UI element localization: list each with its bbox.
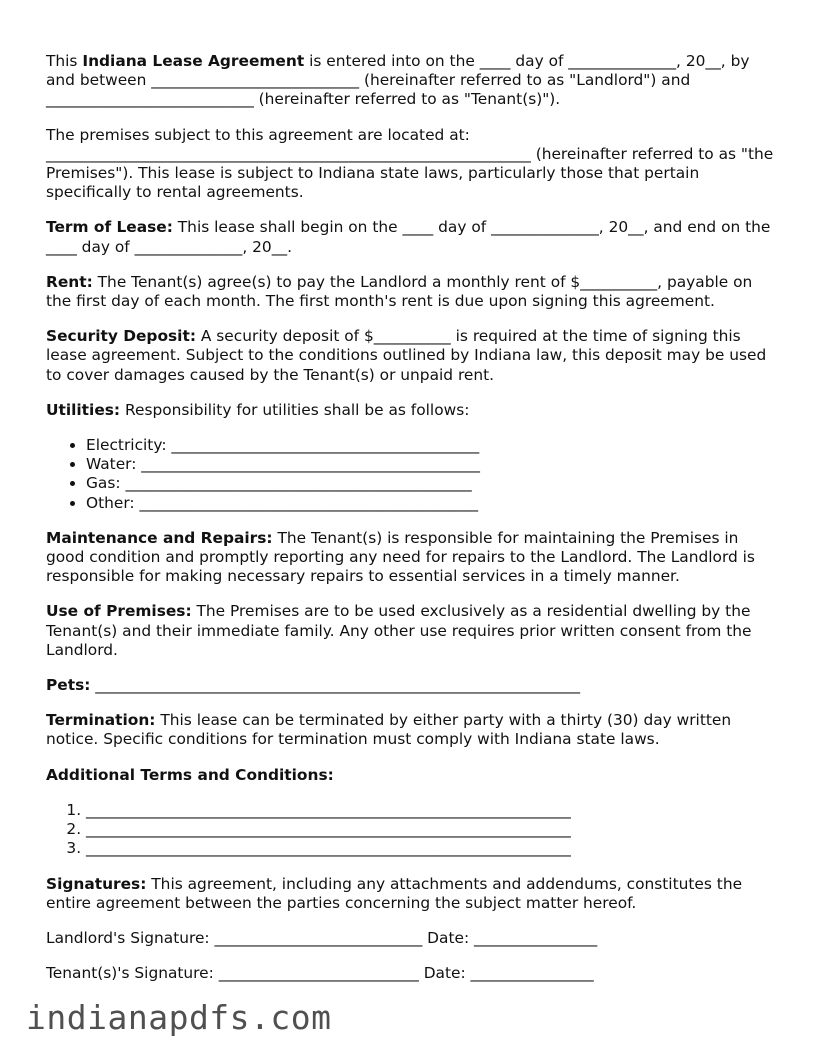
intro-text-start: This — [46, 52, 83, 70]
pets-paragraph — [46, 676, 781, 695]
utility-water: • Water: ____________________________________________ — [86, 455, 781, 474]
term-paragraph — [46, 218, 781, 256]
additional-term-1: 1. _______________________________________________________________ — [86, 801, 781, 820]
use-text: The Premises are to be used exclusively as a residential dwelling by the Tenant(s) and their immediate family. Any other use requires prior written consent from the Landlord. — [46, 602, 752, 659]
utilities-list — [46, 436, 781, 513]
landlord-signature-line: Landlord's Signature: ___________________________ Date: ________________ — [46, 928, 598, 947]
intro-paragraph — [46, 52, 781, 110]
additional-terms-list — [46, 801, 781, 859]
termination-text: This lease can be terminated by either party with a thirty (30) day written notice. Specific conditions for termination must comply with Indiana state laws. — [46, 711, 732, 749]
tenant-signature-line: Tenant(s)'s Signature: __________________________ Date: ________________ — [46, 964, 594, 983]
maintenance-paragraph — [46, 529, 781, 587]
utilities-label: Utilities: — [46, 400, 121, 419]
additional-terms-label: Additional Terms and Conditions: — [46, 765, 334, 784]
site-watermark: indianapdfs.com — [26, 998, 332, 1037]
rent-text: The Tenant(s) agree(s) to pay the Landlord a monthly rent of $__________, payable on the first day of each month. The first month's rent is due upon signing this agreement. — [46, 272, 753, 311]
deposit-text: A security deposit of $__________ is required at the time of signing this lease agreement. Subject to the conditions outlined by Indiana law, this deposit may be used to cover damages caused by the Tenant(s) or unpaid rent. — [46, 327, 767, 384]
pets-blank: _______________________________________________________________ — [90, 676, 581, 695]
utilities-text: Responsibility for utilities shall be as follows: — [120, 400, 470, 419]
document-title: Indiana Lease Agreement — [82, 52, 305, 70]
lease-document — [46, 52, 781, 999]
additional-term-3: 3. _______________________________________________________________ — [86, 839, 781, 858]
term-label: Term of Lease: — [46, 218, 173, 237]
utility-gas: • Gas: _____________________________________________ — [86, 474, 781, 493]
rent-paragraph — [46, 273, 781, 311]
maintenance-text: The Tenant(s) is responsible for maintaining the Premises in good condition and promptly reporting any need for repairs to the Landlord. The Landlord is responsible for making necessary repairs to essential services in a timely manner. — [46, 528, 755, 586]
term-text: This lease shall begin on the ____ day of ______________, 20__, and end on the ____ day of ______________, 20__. — [46, 218, 771, 256]
signatures-label: Signatures: — [46, 874, 147, 893]
intro-text-rest: is entered into on the ____ day of ______________, 20__, by and between ___________________________ (hereinafter referred to as "Landlord") and ___________________________ (hereinafter referred to as "Tenant(s)"). — [46, 52, 750, 109]
utility-other: • Other: ____________________________________________ — [86, 494, 781, 513]
utility-electricity: • Electricity: ________________________________________ — [86, 436, 781, 455]
signatures-paragraph — [46, 875, 781, 913]
use-label: Use of Premises: — [46, 602, 192, 621]
premises-text: The premises subject to this agreement are located at: _______________________________________________________________ (hereinafter referred to as "the Premises"). This lease is subject to Indiana state laws, particularly those that pertain specifically to rental agreements. — [46, 125, 774, 202]
additional-terms-heading — [46, 766, 781, 785]
additional-term-2: 2. _______________________________________________________________ — [86, 820, 781, 839]
premises-paragraph — [46, 126, 781, 203]
pets-label: Pets: — [46, 676, 91, 695]
rent-label: Rent: — [46, 272, 93, 291]
signatures-text: This agreement, including any attachments and addendums, constitutes the entire agreement between the parties concerning the subject matter hereof. — [46, 874, 743, 912]
deposit-label: Security Deposit: — [46, 327, 196, 346]
use-paragraph — [46, 602, 781, 660]
termination-paragraph — [46, 711, 781, 749]
deposit-paragraph — [46, 327, 781, 385]
maintenance-label: Maintenance and Repairs: — [46, 528, 273, 547]
termination-label: Termination: — [46, 711, 156, 730]
utilities-paragraph — [46, 401, 781, 420]
